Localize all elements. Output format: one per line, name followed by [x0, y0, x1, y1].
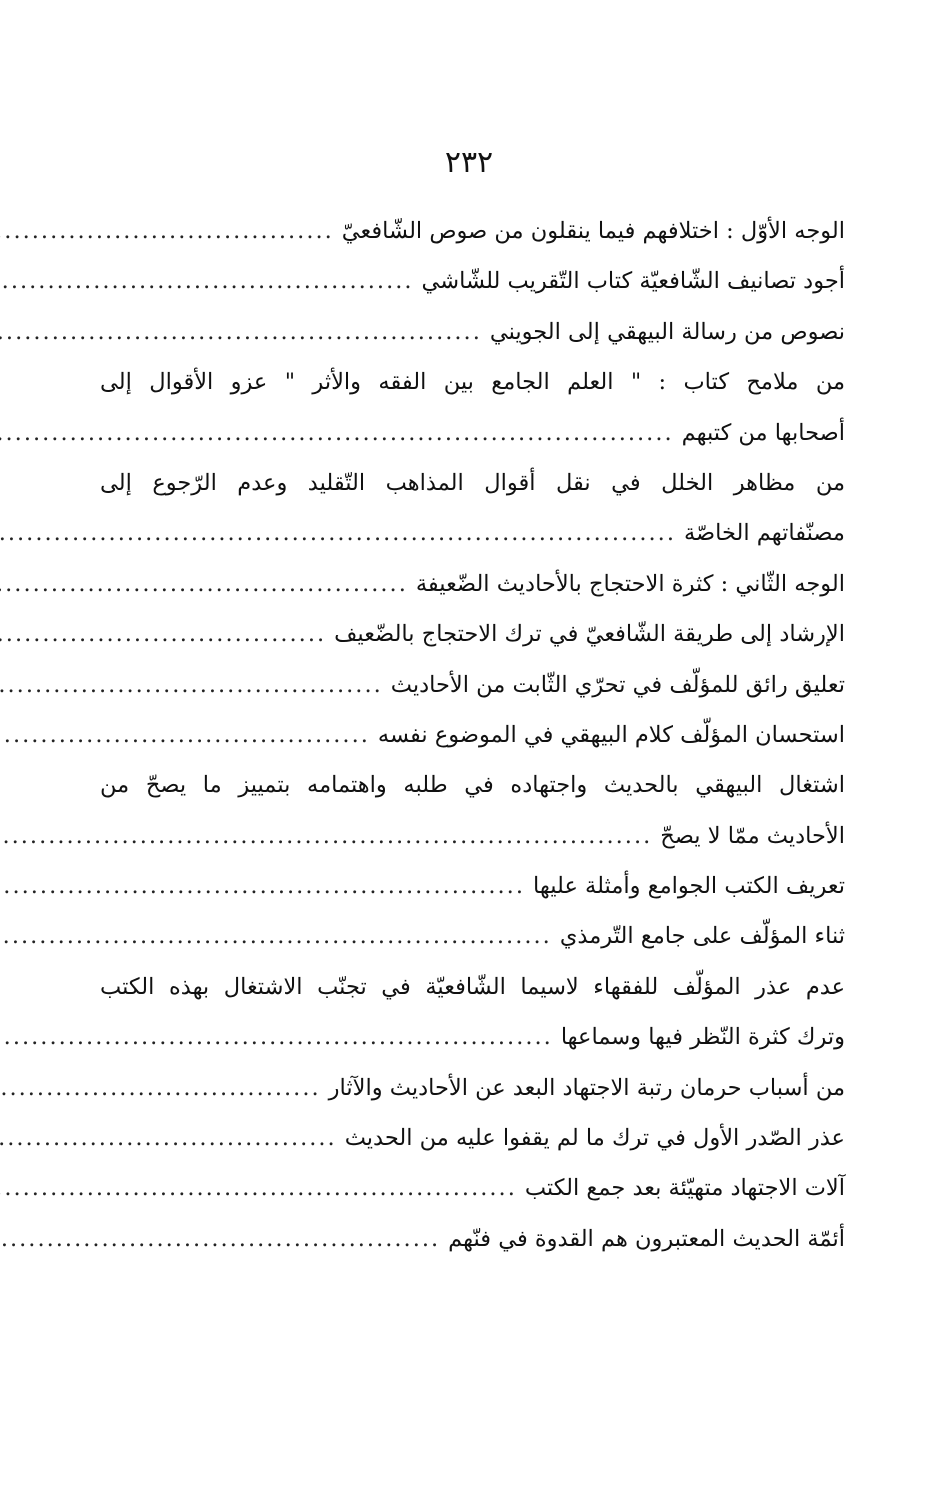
toc-entry: [100, 307, 845, 357]
toc-leader-dots: [0, 1163, 517, 1213]
toc-entry: [100, 458, 845, 508]
toc-entry: [100, 1163, 845, 1213]
toc-leader-dots: [0, 710, 370, 760]
toc-entry-title: أصحابها من كتبهم: [681, 419, 845, 446]
toc-entry: [100, 861, 845, 911]
toc-entry: [100, 760, 845, 810]
toc-leader-dots: [0, 1214, 440, 1264]
toc-leader-dots: [0, 508, 676, 558]
toc-entry-title: ثناء المؤلّف على جامع التّرمذي: [559, 923, 845, 950]
toc-leader-dots: [0, 811, 652, 861]
toc-entry-title: الإرشاد إلى طريقة الشّافعيّ في ترك الاحتجاج بالضّعيف: [334, 621, 845, 648]
toc-entry: [100, 559, 845, 609]
table-of-contents: [100, 206, 845, 1264]
toc-leader-dots: [0, 609, 326, 659]
toc-entry: [100, 408, 845, 458]
toc-leader-dots: [0, 911, 552, 961]
toc-entry-title: عذر الصّدر الأول في ترك ما لم يقفوا عليه من الحديث: [344, 1125, 845, 1152]
toc-entry: [100, 1063, 845, 1113]
toc-entry: [100, 256, 845, 306]
toc-leader-dots: [0, 1063, 321, 1113]
toc-entry-title: الأحاديث ممّا لا يصحّ: [660, 822, 845, 849]
toc-entry-title: عدم عذر المؤلّف للفقهاء لاسيما الشّافعيّة في تجنّب الاشتغال بهذه الكتب: [100, 973, 845, 1000]
toc-leader-dots: [0, 1012, 553, 1062]
toc-leader-dots: [0, 660, 383, 710]
toc-entry: [100, 508, 845, 558]
toc-entry-title: مصنّفاتهم الخاصّة: [683, 520, 845, 547]
toc-entry-title: من مظاهر الخلل في نقل أقوال المذاهب التّقليد وعدم الرّجوع إلى: [100, 469, 845, 496]
toc-entry: [100, 911, 845, 961]
toc-leader-dots: [0, 206, 334, 256]
toc-entry: [100, 609, 845, 659]
toc-leader-dots: [0, 307, 482, 357]
toc-leader-dots: [0, 256, 414, 306]
toc-entry: [100, 357, 845, 407]
toc-entry-title: تعريف الكتب الجوامع وأمثلة عليها: [532, 873, 845, 900]
toc-entry-title: الوجه الثّاني : كثرة الاحتجاج بالأحاديث الضّعيفة: [415, 570, 845, 597]
toc-entry-title: أئمّة الحديث المعتبرون هم القدوة في فنّهم: [448, 1225, 845, 1252]
toc-leader-dots: [0, 1113, 337, 1163]
toc-entry: [100, 1214, 845, 1264]
toc-entry-title: استحسان المؤلّف كلام البيهقي في الموضوع نفسه: [377, 721, 845, 748]
toc-entry-title: الوجه الأوّل : اختلافهم فيما ينقلون من صوص الشّافعيّ: [341, 218, 845, 244]
toc-entry: [100, 206, 845, 256]
toc-entry: [100, 962, 845, 1012]
toc-entry: [100, 1012, 845, 1062]
toc-entry-title: من ملامح كتاب : " العلم الجامع بين الفقه والأثر " عزو الأقوال إلى: [100, 369, 845, 396]
toc-entry-title: من أسباب حرمان رتبة الاجتهاد البعد عن الأحاديث والآثار: [328, 1074, 845, 1101]
toc-entry-title: نصوص من رسالة البيهقي إلى الجويني: [489, 318, 845, 345]
toc-leader-dots: [0, 408, 674, 458]
page-number: ٢٣٢: [444, 145, 494, 180]
toc-entry-title: آلات الاجتهاد متهيّئة بعد جمع الكتب: [524, 1175, 845, 1202]
toc-entry-title: تعليق رائق للمؤلّف في تحرّي الثّابت من الأحاديث: [390, 671, 845, 698]
toc-entry-title: اشتغال البيهقي بالحديث واجتهاده في طلبه واهتمامه بتمييز ما يصحّ من: [100, 772, 845, 799]
toc-entry: [100, 1113, 845, 1163]
toc-entry: [100, 710, 845, 760]
toc-leader-dots: [0, 861, 525, 911]
toc-entry: [100, 660, 845, 710]
toc-entry: [100, 811, 845, 861]
toc-entry-title: أجود تصانيف الشّافعيّة كتاب التّقريب للشّاشي: [421, 268, 845, 295]
toc-leader-dots: [0, 559, 408, 609]
toc-entry-title: وترك كثرة النّظر فيها وسماعها: [560, 1024, 845, 1051]
